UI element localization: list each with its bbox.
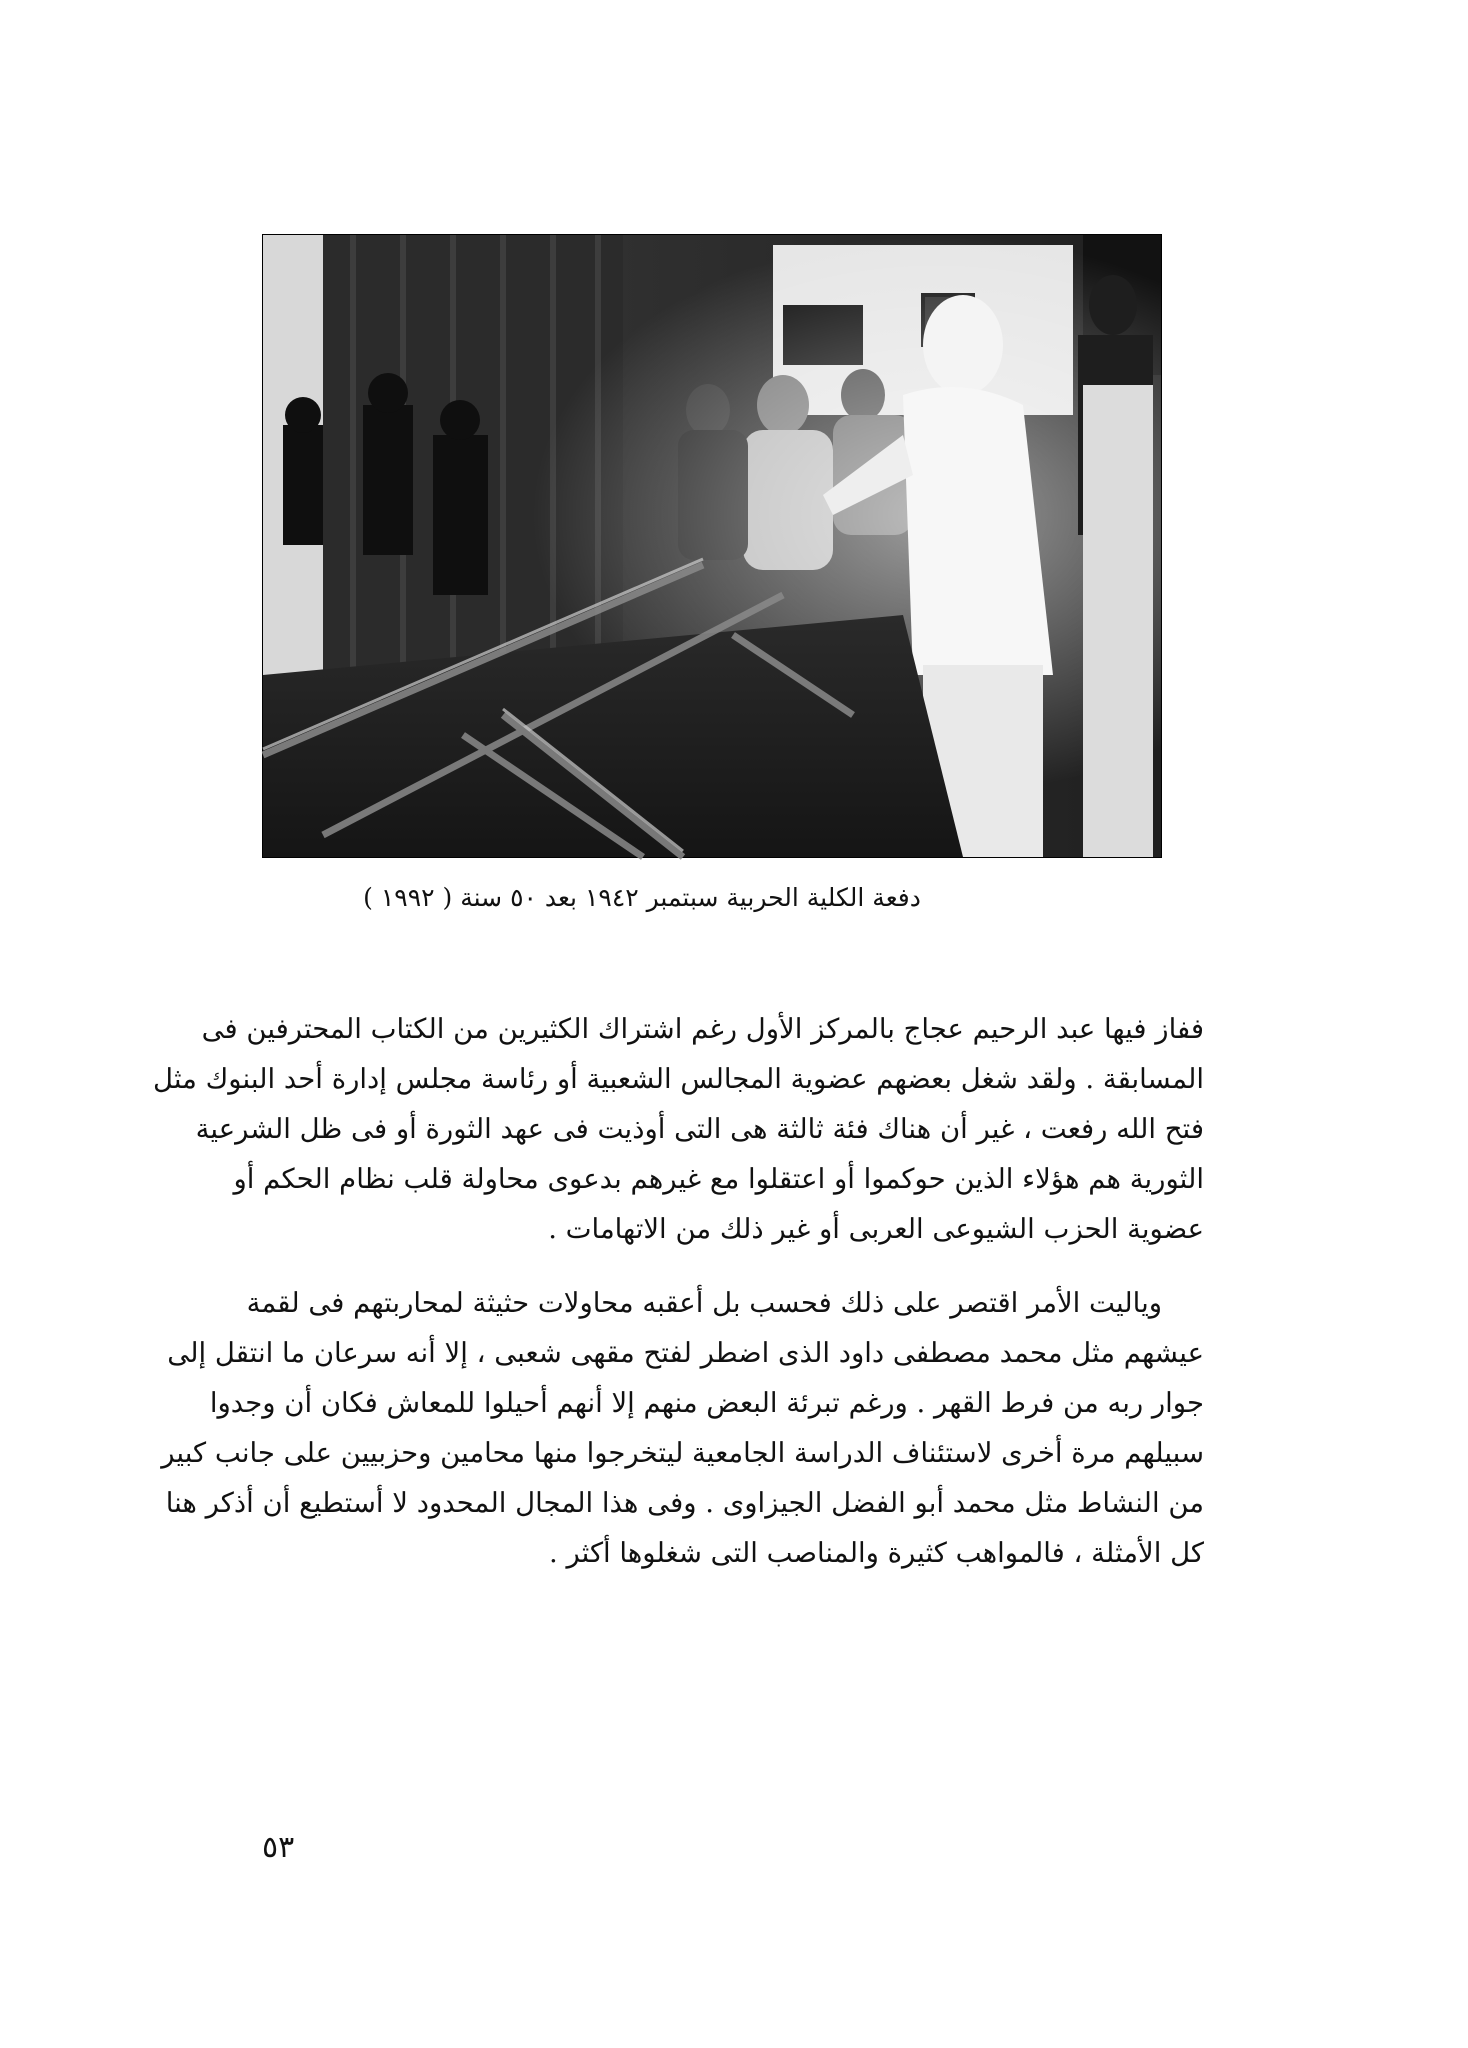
group-photo	[262, 234, 1162, 858]
page-number: ٥٣	[262, 1830, 295, 1865]
text-line: عيشهم مثل محمد مصطفى داود الذى اضطر لفتح مقهى شعبى ، إلا أنه سرعان ما انتقل إلى	[167, 1337, 1204, 1369]
text-line: كل الأمثلة ، فالمواهب كثيرة والمناصب التى شغلوها أكثر .	[548, 1537, 1204, 1569]
text-line: فتح الله رفعت ، غير أن هناك فئة ثالثة هى التى أوذيت فى عهد الثورة أو فى ظل الشرعية	[195, 1113, 1204, 1145]
photo-caption: دفعة الكلية الحربية سبتمبر ١٩٤٢ بعد ٥٠ سنة ( ١٩٩٢ )	[363, 883, 921, 912]
paragraph-2	[161, 1278, 1204, 1578]
text-line: عضوية الحزب الشيوعى العربى أو غير ذلك من الاتهامات .	[548, 1213, 1204, 1245]
right-figure-shirt	[1083, 385, 1153, 857]
paragraph-1	[153, 1004, 1204, 1254]
photo-illustration	[263, 235, 1161, 857]
text-line: سبيلهم مرة أخرى لاستئناف الدراسة الجامعية ليتخرجوا منها محامين وحزبيين على جانب كبير	[161, 1437, 1204, 1469]
text-line: ففاز فيها عبد الرحيم عجاج بالمركز الأول رغم اشتراك الكثيرين من الكتاب المحترفين فى	[201, 1013, 1204, 1045]
text-line: المسابقة . ولقد شغل بعضهم عضوية المجالس الشعبية أو رئاسة مجلس إدارة أحد البنوك مثل	[153, 1063, 1204, 1095]
text-line: وياليت الأمر اقتصر على ذلك فحسب بل أعقبه محاولات حثيثة لمحاربتهم فى لقمة	[246, 1287, 1162, 1319]
text-line: من النشاط مثل محمد أبو الفضل الجيزاوى . وفى هذا المجال المحدود لا أستطيع أن أذكر هنا	[165, 1487, 1204, 1519]
text-line: الثورية هم هؤلاء الذين حوكموا أو اعتقلوا مع غيرهم بدعوى محاولة قلب نظام الحكم أو	[233, 1163, 1204, 1195]
text-line: جوار ربه من فرط القهر . ورغم تبرئة البعض منهم إلا أنهم أحيلوا للمعاش فكان أن وجدوا	[209, 1387, 1204, 1419]
